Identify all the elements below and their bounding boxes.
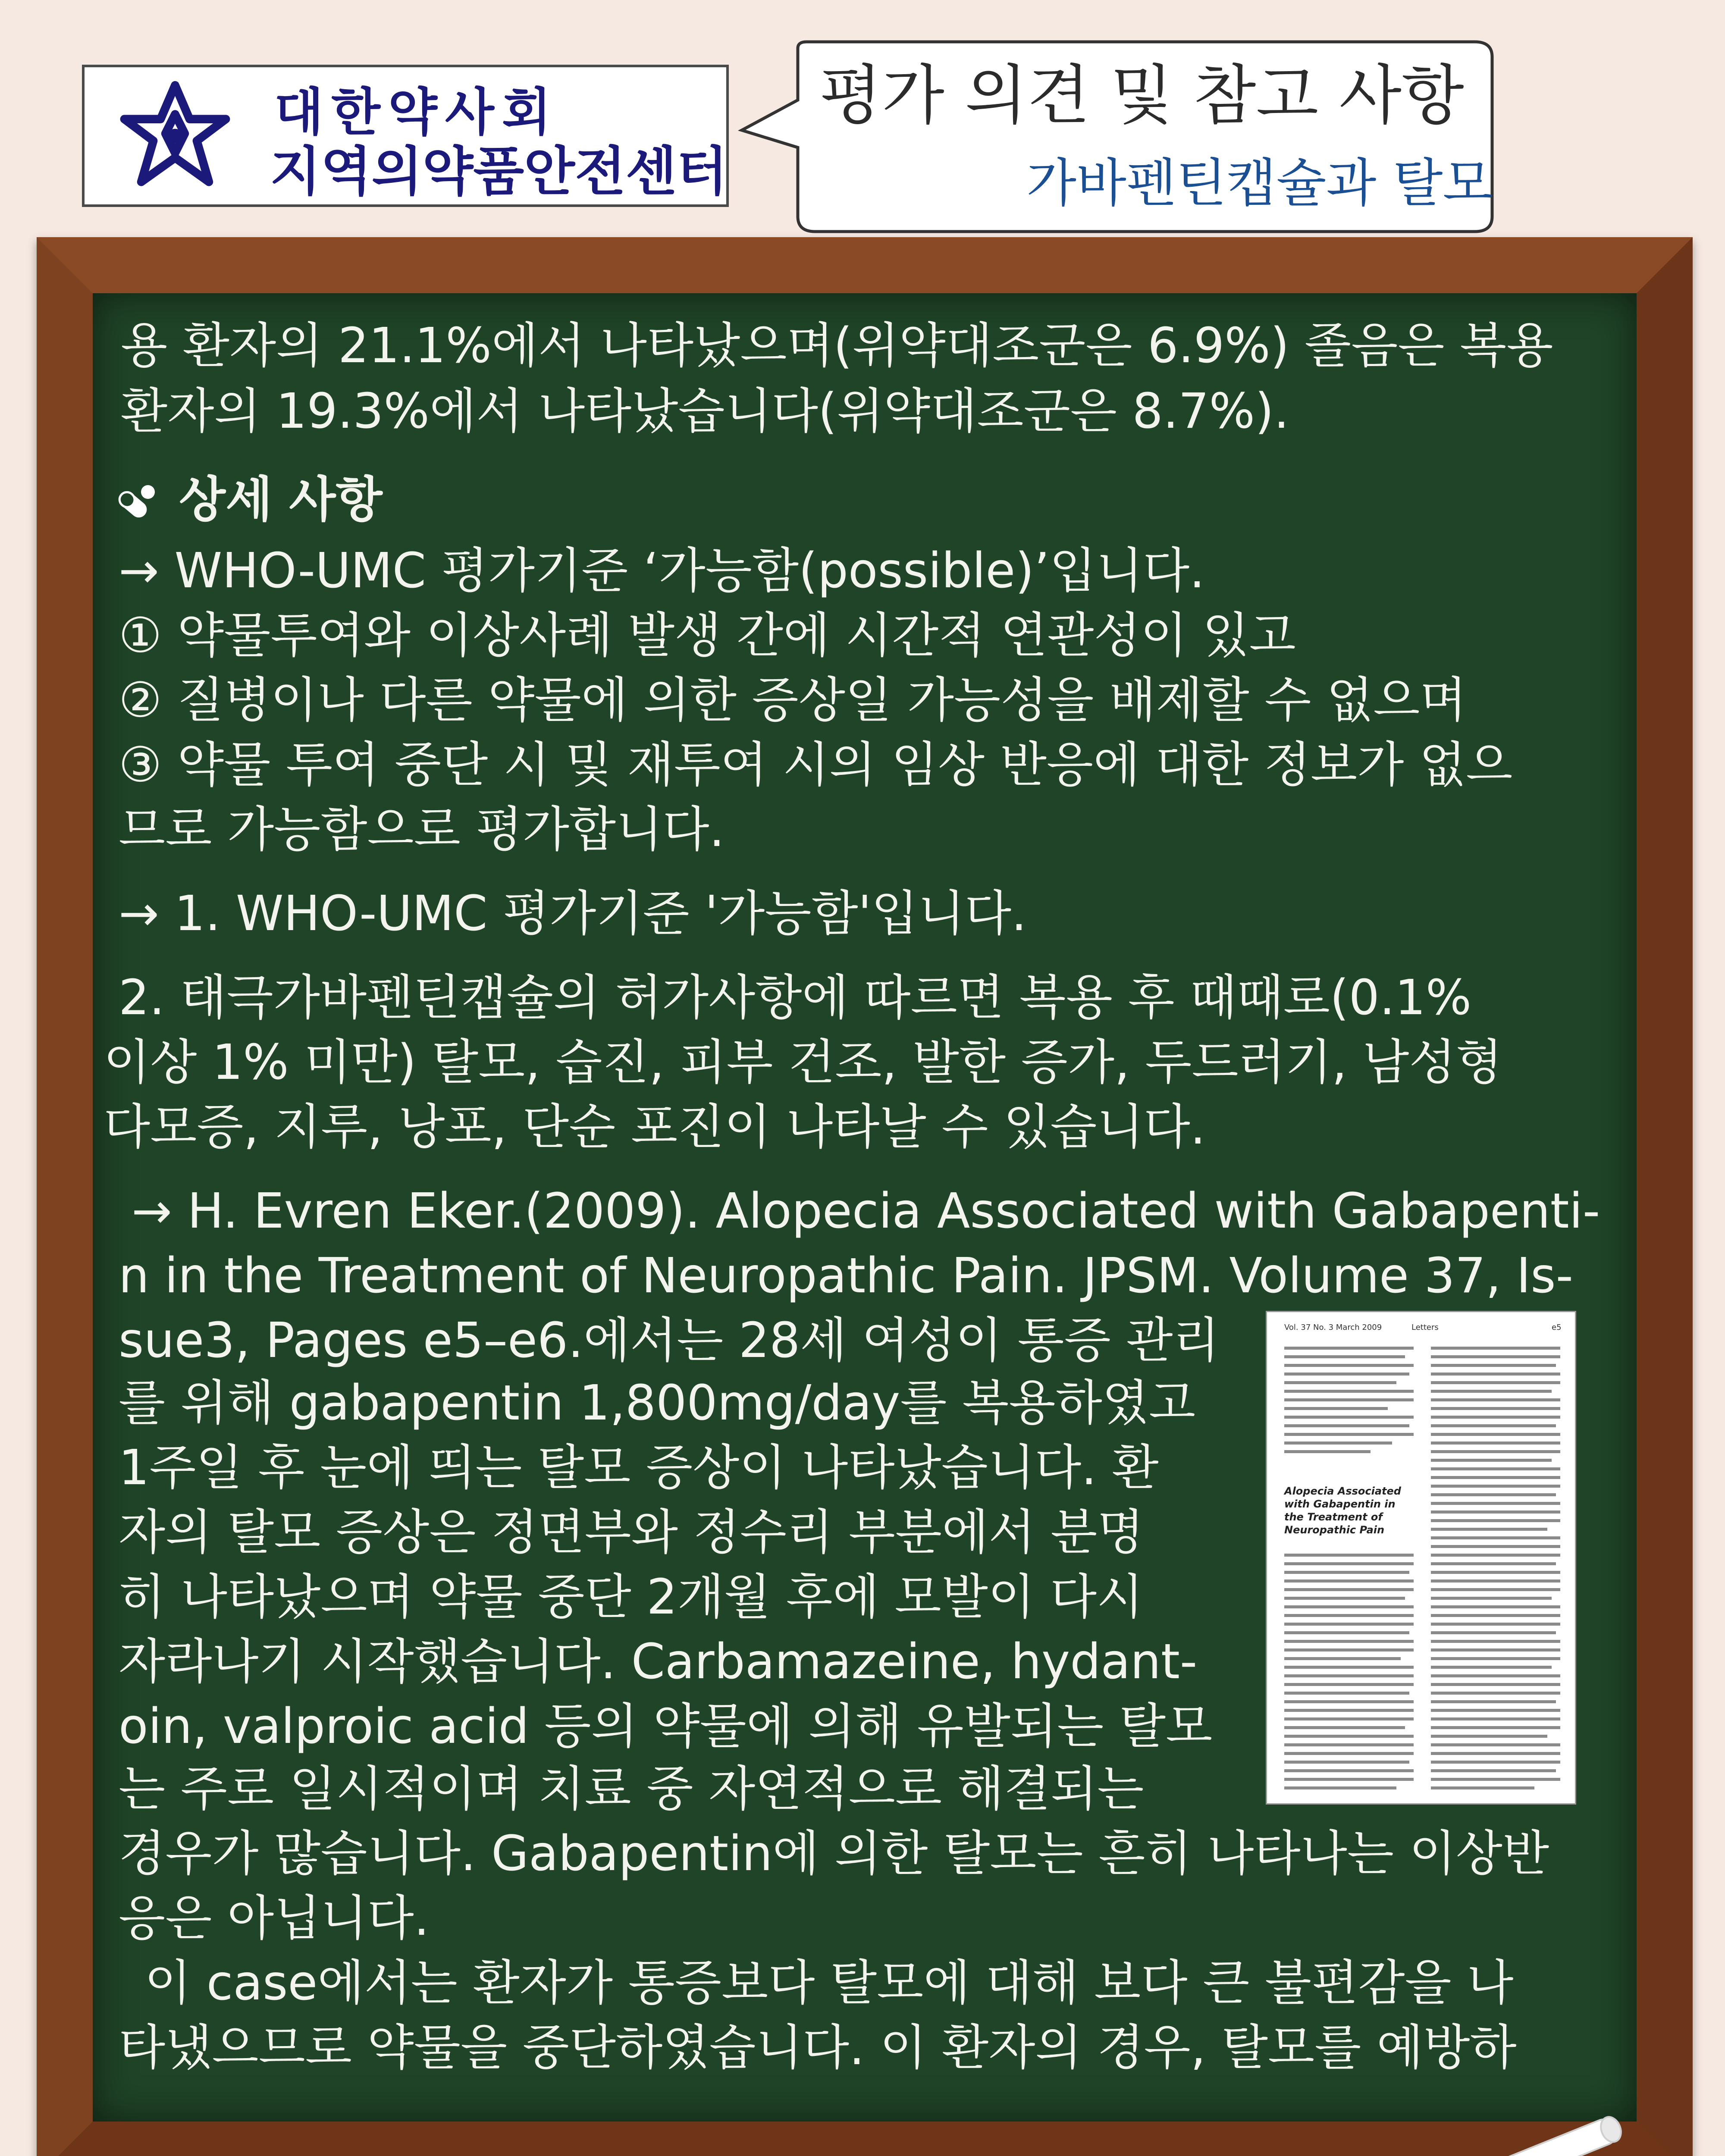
journal-header-center: Letters [1411, 1323, 1439, 1332]
journal-page-thumbnail [1266, 1311, 1576, 1805]
body-line: sue3, Pages e5–e6.에서는 28세 여성이 통증 관리 [119, 1313, 1220, 1369]
page-title: 평가 의견 및 참고 사항 [819, 58, 1464, 133]
body-line: 자라나기 시작했습니다. Carbamazeine, hydant- [119, 1634, 1198, 1690]
body-line: ① 약물투여와 이상사례 발생 간에 시간적 연관성이 있고 [119, 608, 1296, 664]
body-line: 므로 가능함으로 평가합니다. [119, 802, 725, 858]
body-line: → 1. WHO-UMC 평가기준 '가능함'입니다. [119, 886, 1027, 942]
body-line: 응은 아닙니다. [119, 1890, 430, 1946]
body-line: n in the Treatment of Neuropathic Pain. JPSM. Volume 37, Is- [119, 1248, 1574, 1304]
logo-icon [115, 78, 235, 199]
section-heading: 상세 사항 [179, 472, 383, 528]
body-line: → WHO-UMC 평가기준 ‘가능함(possible)’입니다. [119, 543, 1205, 599]
body-line: ③ 약물 투여 중단 시 및 재투여 시의 임상 반응에 대한 정보가 없으 [119, 737, 1513, 793]
body-line: 다모증, 지루, 낭포, 단순 포진이 나타날 수 있습니다. [104, 1099, 1206, 1155]
journal-header-right: e5 [1552, 1323, 1562, 1332]
logo-box [82, 65, 729, 207]
body-line: 2. 태극가바펜틴캡슐의 허가사항에 따르면 복용 후 때때로(0.1% [119, 970, 1472, 1026]
body-line: ② 질병이나 다른 약물에 의한 증상일 가능성을 배제할 수 없으며 [119, 672, 1467, 728]
journal-header-left: Vol. 37 No. 3 March 2009 [1284, 1323, 1382, 1332]
logo-org-name: 대한약사회 [274, 82, 559, 142]
body-line: oin, valproic acid 등의 약물에 의해 유발되는 탈모 [119, 1698, 1213, 1755]
body-line: 환자의 19.3%에서 나타났습니다(위약대조군은 8.7%). [121, 383, 1289, 439]
body-line: 히 나타났으며 약물 중단 2개월 후에 모발이 다시 [119, 1569, 1144, 1625]
body-line: 타냈으므로 약물을 중단하였습니다. 이 환자의 경우, 탈모를 예방하 [119, 2020, 1517, 2076]
chalk-icon [1466, 2074, 1639, 2156]
body-line: 를 위해 gabapentin 1,800mg/day를 복용하였고 [119, 1375, 1196, 1431]
body-line: 이 case에서는 환자가 통증보다 탈모에 대해 보다 큰 불편감을 나 [144, 1955, 1514, 2011]
logo-center-name: 지역의약품안전센터 [270, 141, 728, 202]
body-line: 는 주로 일시적이며 치료 중 자연적으로 해결되는 [119, 1761, 1144, 1817]
pill-icon [114, 481, 157, 524]
body-line: 자의 탈모 증상은 정면부와 정수리 부분에서 분명 [119, 1504, 1144, 1561]
journal-article-title: Alopecia Associated with Gabapentin in the Treatment of Neuropathic Pain [1284, 1485, 1401, 1536]
body-line: → H. Evren Eker.(2009). Alopecia Associated with Gabapenti- [132, 1183, 1600, 1239]
body-line: 1주일 후 눈에 띄는 탈모 증상이 나타났습니다. 환 [119, 1440, 1159, 1496]
body-line: 용 환자의 21.1%에서 나타났으며(위약대조군은 6.9%) 졸음은 복용 [121, 318, 1553, 374]
body-line: 경우가 많습니다. Gabapentin에 의한 탈모는 흔히 나타나는 이상반 [119, 1826, 1549, 1882]
page-subtitle: 가바펜틴캡슐과 탈모 [1026, 154, 1493, 213]
body-line: 이상 1% 미만) 탈모, 습진, 피부 건조, 발한 증가, 두드러기, 남성형 [104, 1034, 1502, 1091]
